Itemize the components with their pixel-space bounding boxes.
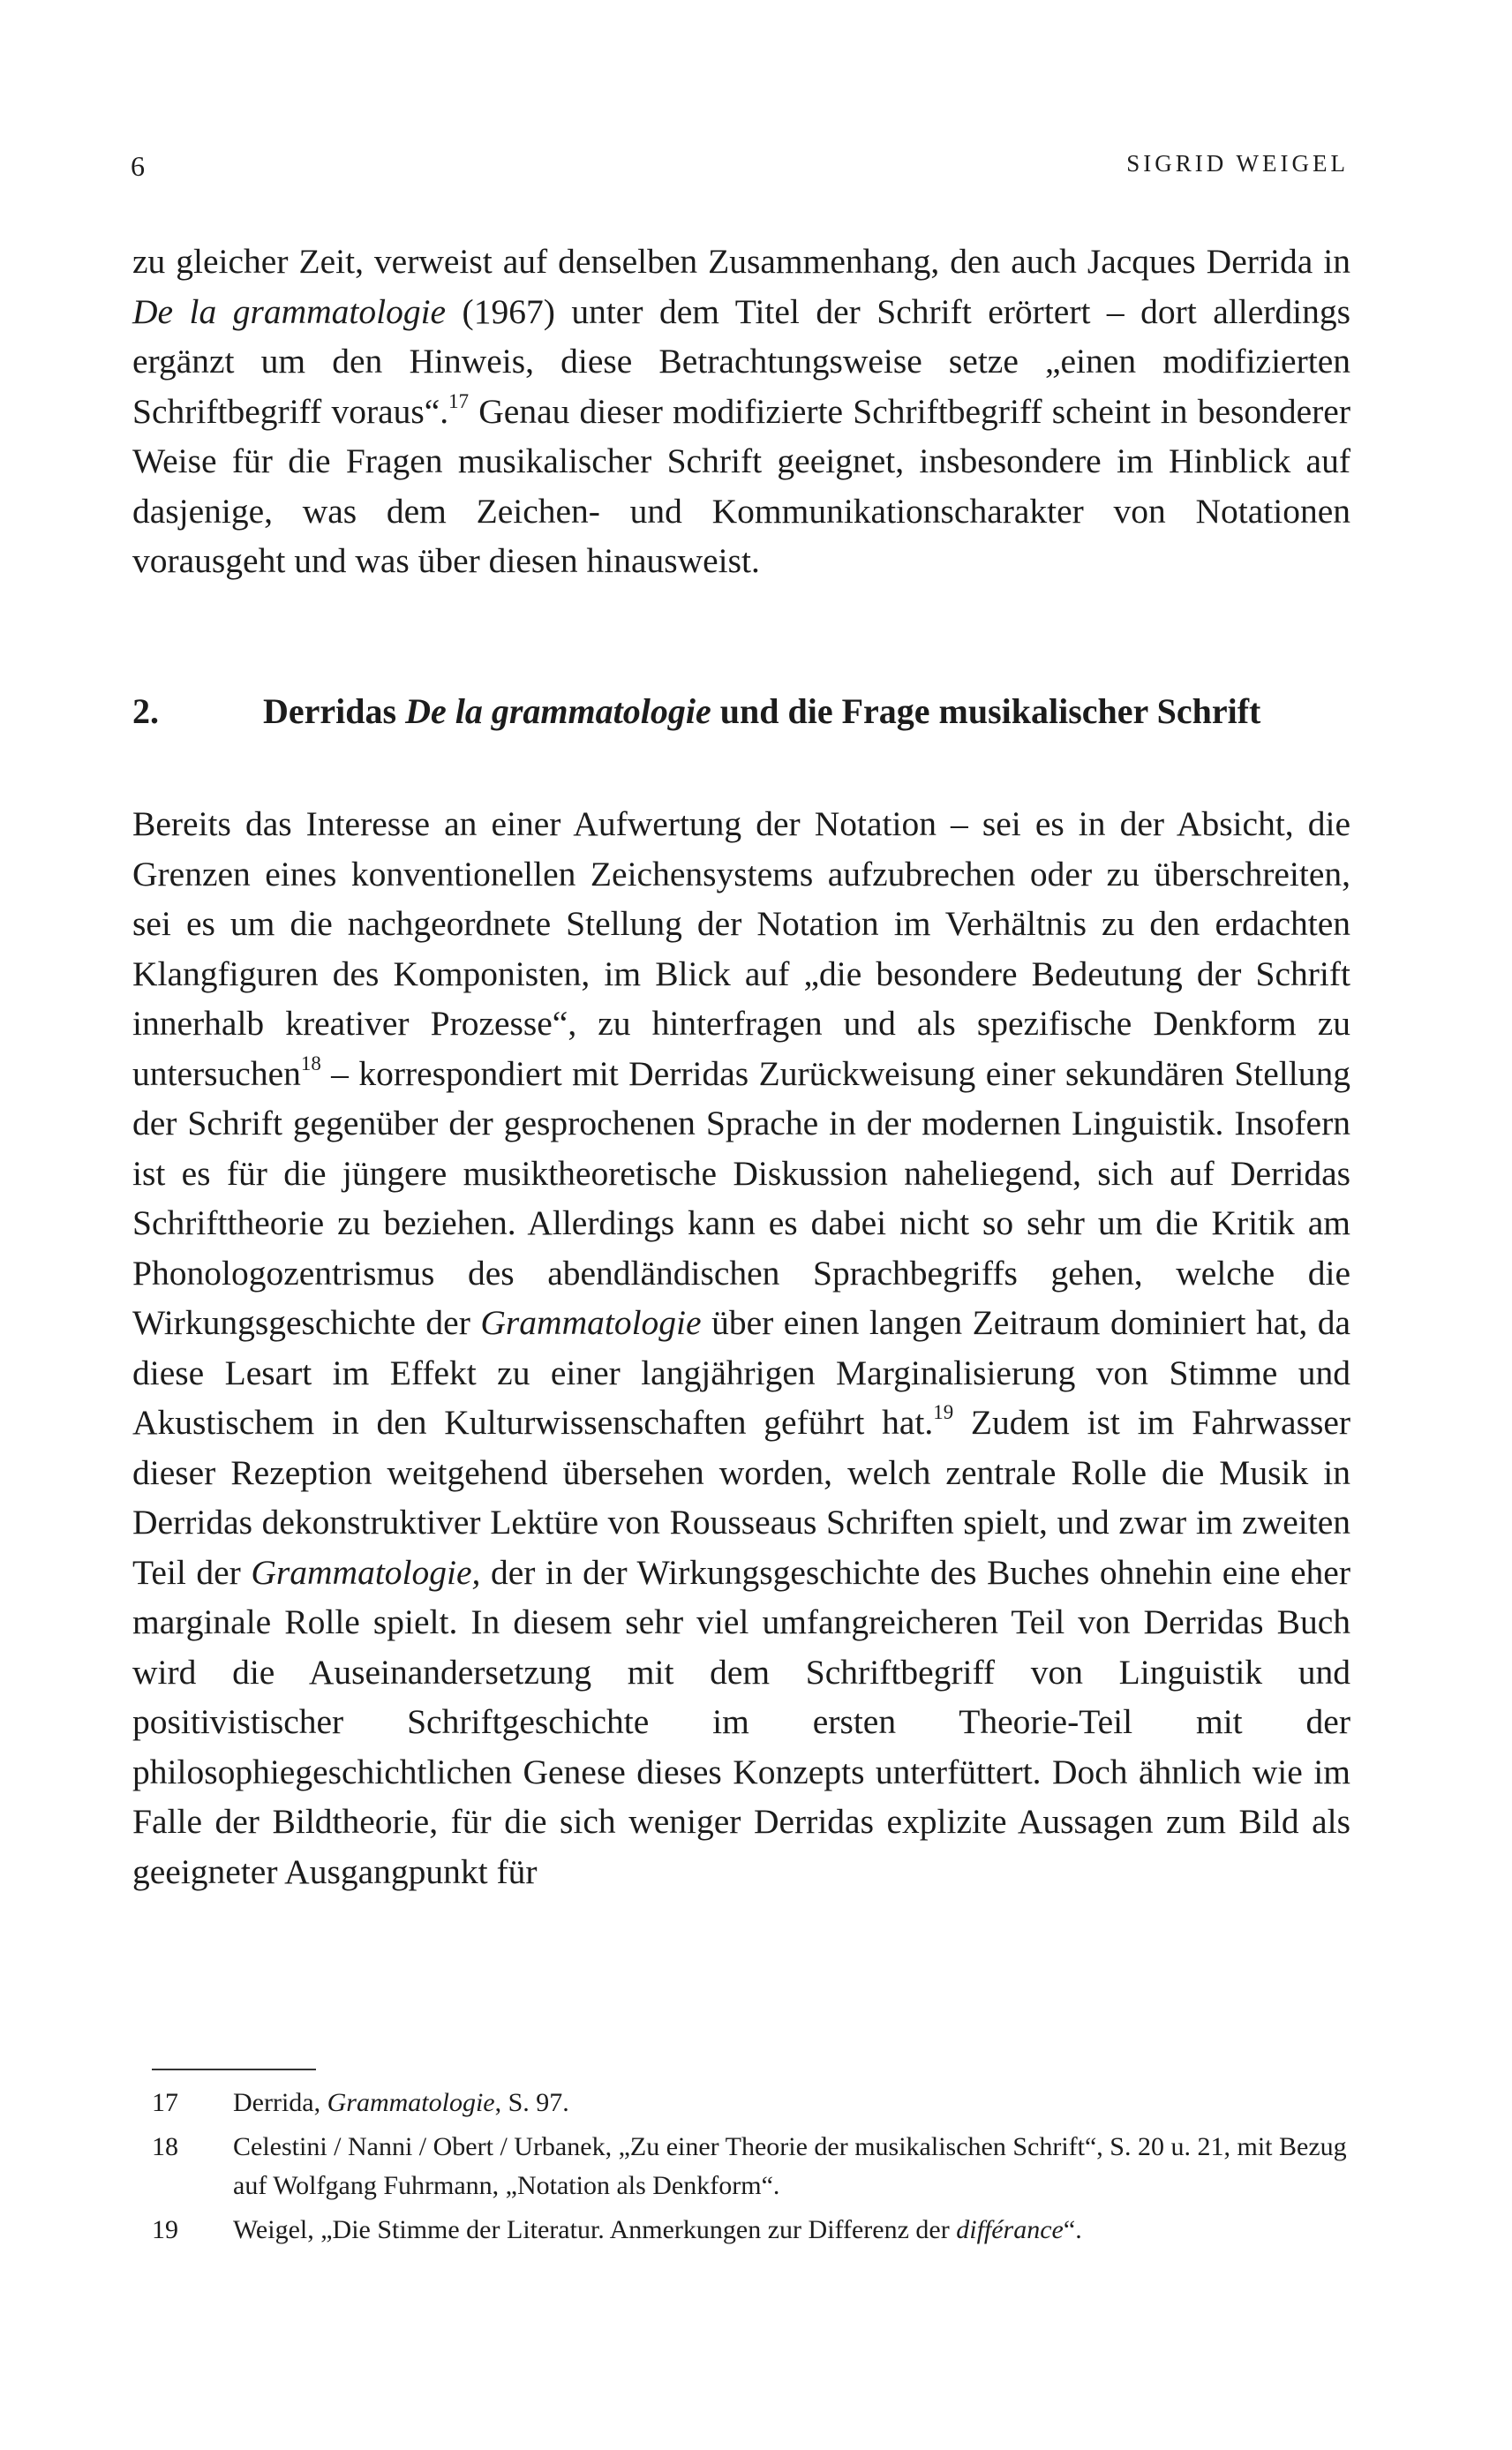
footnotes [152,2084,1370,2255]
footnote-text-a: Derrida, [233,2088,327,2117]
section-heading [132,690,1350,732]
page-number: 6 [131,150,145,182]
section-title-a: Derridas [263,691,406,731]
paragraph-2-text-e: Zudem ist im Fahrwasser dieser Rezeption weitgehend übersehen worden, welch zentrale Rolle die Musik in Derridas dekonstruktiver Lektüre von Rousseaus Schriften spielt, und zwar im zweiten Teil der [132,1403,1351,1592]
paragraph-1-text-d: Genau dieser modifizierte Schriftbegriff scheint in besonderer Weise für die Fragen musikalischer Schrift geeignet, insbesondere im Hinblick auf dasjenige, was dem Zeichen- und Kommunikationscharakter von Notationen vorausgeht und was über diesen hinausweist. [132,391,1350,580]
paragraph-1 [132,237,1350,586]
paragraph-2 [132,799,1350,1896]
paragraph-1-text-a: zu gleicher Zeit, verweist auf denselben Zusammenhang, den auch Jacques Derrida in [132,242,1350,281]
footnote-18 [152,2128,1370,2205]
running-head-author: SIGRID WEIGEL [1126,150,1349,177]
paragraph-2-text-d: über einen langen Zeitraum dominiert hat, da diese Lesart im Effekt zu einer langjährigen Marginalisierung von Stimme und Akustischem in den Kulturwissenschaften geführt hat. [132,1303,1350,1442]
footnote-divider [152,2069,316,2070]
section-title-book: De la grammatologie [405,691,711,731]
footnote-number: 18 [152,2132,178,2161]
paragraph-2-italic-grammatologie: Grammatologie [480,1303,702,1342]
footnote-17 [152,2084,1370,2122]
paragraph-2-text-a: Bereits das Interesse an einer Aufwertung der Notation – sei es in der Absicht, die Grenzen eines konventionellen Zeichensystems aufzubrechen oder zu überschreiten, sei es um die nachgeordnete Stellung der Notation im Verhältnis zu den erdachten Klangfiguren des Komponisten, im Blick auf „die besondere Bedeutung der Schrift innerhalb kreativer Prozesse“, zu hinterfragen und als spezifische Denkform zu untersuchen [132,804,1350,1093]
section-number: 2. [132,691,159,731]
footnote-text: Celestini / Nanni / Obert / Urbanek, „Zu einer Theorie der musikalischen Schrift“, S. 20 u. 21, mit Bezug auf Wolfgang Fuhrmann, „Notation als Denkform“. [233,2132,1347,2200]
paragraph-2-text-g: der in der Wirkungsgeschichte des Buches ohnehin eine eher marginale Rolle spielt. In diesem sehr viel umfangreicheren Teil von Derridas Buch wird die Auseinandersetzung mit dem Schriftbegriff von Linguistik und positivistischer Schriftgeschichte im ersten Theorie-Teil mit der philosophiegeschichtlichen Genese dieses Konzepts unterfüttert. Doch ähnlich wie im Falle der Bildtheorie, für die sich weniger Derridas explizite Aussagen zum Bild als geeigneter Ausgangpunkt für [132,1552,1350,1891]
footnote-text [233,2211,1370,2250]
paragraph-1-text-c: (1967) unter dem Titel der Schrift erörtert – dort allerdings ergänzt um den Hinweis, diese Betrachtungsweise setze „einen modifizierten Schriftbegriff voraus“. [132,291,1350,431]
footnote-ref-19[interactable]: 19 [933,1400,954,1423]
running-head [131,150,1349,194]
footnote-ref-18[interactable]: 18 [300,1052,321,1074]
footnote-number: 17 [152,2088,178,2117]
footnote-number: 19 [152,2215,178,2244]
footnote-19 [152,2211,1370,2250]
section-title-c: und die Frage musikalischer Schrift [711,691,1261,731]
footnote-text-c: , S. 97. [494,2088,569,2117]
footnote-text-c: “. [1063,2215,1082,2244]
footnote-text [233,2084,1370,2122]
footnote-italic: différance [956,2215,1064,2244]
paragraph-2-italic-grammatologie-2: Grammatologie, [251,1552,481,1592]
footnote-italic: Grammatologie [327,2088,495,2117]
paragraph-1-book-title: De la grammatologie [132,291,447,331]
footnote-text-a: Weigel, „Die Stimme der Literatur. Anmerkungen zur Differenz der [233,2215,957,2244]
paragraph-2-text-b: – korrespondiert mit Derridas Zurückweisung einer sekundären Stellung der Schrift gegenüber der gesprochenen Sprache in der modernen Linguistik. Insofern ist es für die jüngere musiktheoretische Diskussion naheliegend, sich auf Derridas Schrifttheorie zu beziehen. Allerdings kann es dabei nicht so sehr um die Kritik am Phonologozentrismus des abendländischen Sprachbegriffs gehen, welche die Wirkungsgeschichte der [132,1053,1350,1342]
footnote-ref-17[interactable]: 17 [448,389,470,412]
